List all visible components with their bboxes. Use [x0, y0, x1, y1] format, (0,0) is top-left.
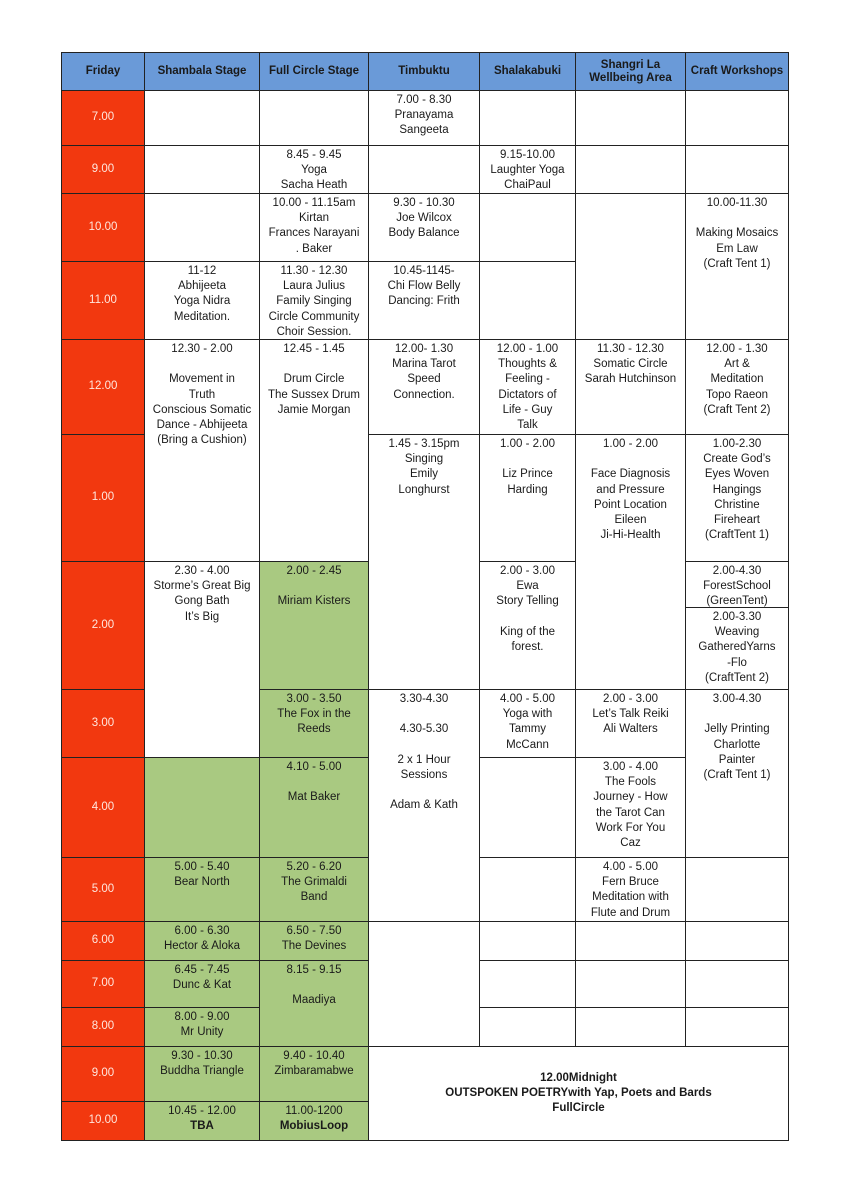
event-line: (CraftTent 1) — [705, 529, 769, 542]
event-line — [263, 978, 365, 993]
event-line: 3.00 - 4.00 — [603, 761, 658, 773]
event-line: Liz Prince — [502, 468, 553, 481]
header-day: Friday — [61, 52, 145, 91]
event-line: 1.00 - 2.00 — [603, 438, 658, 450]
event-line: Pranayama — [394, 109, 454, 122]
time-slot: 10.00 — [61, 193, 145, 262]
event-line — [263, 775, 365, 790]
event-cell — [685, 193, 789, 340]
empty-cell — [144, 145, 260, 194]
event-line: 12.00Midnight — [540, 1071, 617, 1084]
event-line: Reeds — [297, 723, 331, 736]
event-cell — [259, 145, 369, 194]
event-line: Storme’s Great Big — [153, 580, 251, 593]
event-line: Longhurst — [398, 483, 450, 496]
event-line: Hector & Aloka — [163, 940, 241, 953]
event-cell — [575, 857, 686, 922]
event-cell — [479, 339, 576, 435]
event-line: It’s Big — [184, 610, 220, 623]
event-line: 12.45 - 1.45 — [283, 343, 345, 355]
event-line: 11.30 - 12.30 — [597, 343, 664, 355]
event-line: Marina Tarot — [392, 358, 456, 371]
header-venue: Timbuktu — [368, 52, 480, 91]
event-line: FullCircle — [552, 1102, 605, 1115]
event-line: 8.15 - 9.15 — [286, 964, 342, 976]
event-cell — [144, 921, 260, 961]
event-cell — [368, 339, 480, 435]
empty-cell — [479, 857, 576, 922]
event-line: The Sussex Drum — [267, 388, 361, 401]
event-line: (Craft Tent 2) — [703, 403, 771, 416]
header-venue: Shambala Stage — [144, 52, 260, 91]
event-line: Eyes Woven — [704, 468, 770, 481]
event-cell — [479, 561, 576, 690]
event-line: TBA — [190, 1120, 214, 1133]
empty-cell — [685, 960, 789, 1008]
event-line: 3.00-4.30 — [712, 693, 762, 705]
empty-cell — [259, 90, 369, 146]
event-line: 10.00 - 11.15am — [272, 197, 356, 209]
event-line: 11.30 - 12.30 — [280, 265, 348, 277]
event-cell — [144, 339, 260, 562]
event-line: 5.00 - 5.40 — [174, 861, 230, 873]
event-line: Mat Baker — [287, 791, 341, 804]
event-line: Meditation — [710, 373, 764, 386]
event-line: Dancing: Frith — [388, 295, 460, 308]
event-line: Topo Raeon — [705, 388, 769, 401]
event-line: Joe Wilcox — [396, 212, 452, 225]
event-line: Abhijeeta — [178, 280, 226, 293]
event-line: 6.45 - 7.45 — [174, 964, 230, 976]
event-line: MobiusLoop — [279, 1120, 349, 1133]
empty-cell — [479, 921, 576, 961]
event-line: Painter — [718, 753, 756, 766]
header-venue: Shangri La Wellbeing Area — [575, 52, 686, 91]
empty-cell — [685, 1007, 789, 1047]
event-line: 2.00 - 3.00 — [603, 693, 658, 705]
event-line: Jelly Printing — [704, 723, 770, 736]
event-line: Yoga with — [502, 708, 553, 721]
event-line: 5.20 - 6.20 — [286, 861, 342, 873]
event-line: 10.00-11.30 — [706, 197, 768, 209]
event-line: ChaiPaul — [504, 179, 551, 192]
time-slot: 3.00 — [61, 689, 145, 758]
event-cell — [685, 434, 789, 562]
event-line: Journey - How — [593, 791, 668, 804]
event-line: Sessions — [400, 768, 448, 781]
empty-cell — [575, 90, 686, 146]
time-slot: 8.00 — [61, 1007, 145, 1047]
event-cell — [144, 1101, 260, 1141]
event-line: Dictators of — [498, 388, 557, 401]
empty-cell — [575, 1007, 686, 1047]
event-line: ForestSchool — [703, 580, 771, 593]
event-line: Harding — [507, 483, 548, 496]
event-line: Bear North — [174, 876, 230, 889]
event-line: Truth — [188, 388, 216, 401]
event-line: Frances Narayani — [268, 227, 360, 240]
event-cell — [259, 339, 369, 562]
empty-cell — [575, 193, 686, 340]
event-line — [689, 211, 785, 226]
event-cell — [259, 921, 369, 961]
event-line: Sangeeta — [399, 124, 449, 137]
event-line: Body Balance — [388, 227, 460, 240]
event-cell — [368, 193, 480, 262]
event-line: Art & — [724, 358, 750, 371]
event-line: Kirtan — [298, 212, 330, 225]
event-cell — [259, 1101, 369, 1141]
empty-cell — [479, 261, 576, 340]
event-line: Talk — [517, 419, 538, 432]
event-line: 1.45 - 3.15pm — [388, 438, 460, 450]
event-line: Laughter Yoga — [490, 164, 565, 177]
event-line: 4.10 - 5.00 — [286, 761, 342, 773]
event-cell — [259, 1046, 369, 1102]
time-slot: 10.00 — [61, 1101, 145, 1141]
empty-cell — [575, 960, 686, 1008]
empty-cell — [479, 90, 576, 146]
event-line: Face Diagnosis — [590, 468, 671, 481]
event-line: Movement in — [169, 373, 235, 386]
time-slot: 1.00 — [61, 434, 145, 562]
time-slot: 12.00 — [61, 339, 145, 435]
event-line: Point Location — [594, 498, 667, 511]
event-line — [263, 357, 365, 372]
header-venue: Shalakabuki — [479, 52, 576, 91]
event-cell — [144, 960, 260, 1008]
event-line: The Fools — [604, 776, 657, 789]
event-line: The Devines — [281, 940, 347, 953]
event-cell — [144, 1046, 260, 1102]
event-line: 1.00-2.30 — [712, 438, 762, 450]
event-cell — [575, 434, 686, 690]
time-slot: 7.00 — [61, 960, 145, 1008]
event-line: Yoga — [301, 164, 327, 177]
event-line — [579, 452, 682, 467]
event-cell — [368, 1046, 789, 1141]
event-line: 2.00 - 3.00 — [500, 565, 555, 577]
event-line: 11-12 — [187, 265, 217, 277]
event-line: Ali Walters — [603, 723, 658, 736]
event-line: 12.30 - 2.00 — [171, 343, 233, 355]
event-line: McCann — [506, 738, 549, 751]
event-line: Em Law — [716, 242, 758, 255]
event-line: The Fox in the — [277, 708, 351, 721]
event-line: 8.45 - 9.45 — [286, 149, 342, 161]
empty-cell — [144, 193, 260, 262]
event-line: Family Singing — [276, 295, 352, 308]
event-line: Story Telling — [496, 595, 559, 608]
event-line: OUTSPOKEN POETRYwith Yap, Poets and Bards — [445, 1086, 712, 1099]
event-line: Work For You — [595, 821, 666, 834]
empty-cell — [575, 145, 686, 194]
event-cell — [259, 561, 369, 690]
event-cell — [685, 607, 789, 690]
event-line: Conscious Somatic — [152, 403, 252, 416]
event-cell — [259, 689, 369, 758]
event-cell — [144, 1007, 260, 1047]
event-line: Let’s Talk Reiki — [592, 708, 669, 721]
event-line: 2 x 1 Hour — [397, 753, 451, 766]
event-line: (Bring a Cushion) — [157, 434, 247, 447]
event-line: Somatic Circle — [593, 358, 668, 371]
event-line: Sarah Hutchinson — [584, 373, 677, 386]
empty-cell — [685, 921, 789, 961]
event-line: Meditation with — [592, 891, 669, 904]
empty-cell — [685, 90, 789, 146]
event-line: 10.45-1145- — [393, 265, 455, 277]
event-line: Buddha Triangle — [160, 1065, 244, 1078]
event-cell — [685, 339, 789, 435]
event-line: Sacha Heath — [280, 179, 348, 192]
event-line: Chi Flow Belly — [387, 280, 461, 293]
event-cell — [144, 261, 260, 340]
event-cell — [259, 193, 369, 262]
event-line: Meditation. — [173, 310, 231, 323]
event-line — [372, 783, 476, 798]
event-line: Yoga Nidra — [173, 295, 231, 308]
event-line: Singing — [404, 453, 444, 466]
event-line: -Flo — [727, 656, 747, 669]
empty-cell — [479, 757, 576, 858]
empty-cell — [368, 921, 480, 1047]
event-cell — [144, 561, 260, 758]
event-line: Weaving — [714, 626, 760, 639]
header-venue: Craft Workshops — [685, 52, 789, 91]
empty-cell — [479, 1007, 576, 1047]
event-line: 1.00 - 2.00 — [500, 438, 555, 450]
empty-cell — [144, 757, 260, 858]
event-cell — [685, 561, 789, 608]
event-line: 9.30 - 10.30 — [393, 197, 455, 209]
event-line: 9.30 - 10.30 — [171, 1050, 233, 1062]
time-slot: 5.00 — [61, 857, 145, 922]
event-line: . Baker — [295, 242, 333, 255]
event-line: 3.00 - 3.50 — [286, 693, 342, 705]
event-cell — [575, 757, 686, 858]
event-line: 11.00-1200 — [285, 1105, 343, 1117]
event-line: Choir Session. — [276, 325, 352, 338]
event-line — [148, 357, 256, 372]
event-line: 7.00 - 8.30 — [396, 94, 452, 106]
event-cell — [479, 434, 576, 562]
event-line: Maadiya — [292, 994, 336, 1007]
event-cell — [259, 960, 369, 1047]
event-line — [483, 452, 572, 467]
event-line — [372, 707, 476, 722]
event-cell — [575, 339, 686, 435]
event-line: 3.30-4.30 — [399, 693, 449, 705]
event-line: Miriam Kisters — [277, 595, 351, 608]
event-line: Dance - Abhijeeta — [156, 419, 248, 431]
event-line: Charlotte — [713, 738, 761, 751]
event-line — [483, 610, 572, 625]
event-line: Speed — [407, 373, 441, 386]
event-line: 2.00-3.30 — [712, 611, 762, 623]
event-line: Drum Circle — [283, 373, 345, 386]
event-line — [263, 579, 365, 594]
empty-cell — [479, 960, 576, 1008]
event-line: (Craft Tent 1) — [703, 769, 771, 781]
event-line: Making Mosaics — [695, 227, 779, 240]
empty-cell — [685, 145, 789, 194]
event-line: Jamie Morgan — [277, 403, 351, 416]
event-line: Tammy — [508, 723, 547, 736]
event-line: Laura Julius — [282, 280, 345, 293]
event-line: Christine — [714, 498, 760, 511]
event-line: King of the — [500, 625, 555, 638]
time-slot: 9.00 — [61, 145, 145, 194]
time-slot: 2.00 — [61, 561, 145, 690]
event-cell — [368, 261, 480, 340]
event-line: Adam & Kath — [390, 799, 458, 812]
event-line: 6.00 - 6.30 — [174, 925, 230, 937]
time-slot: 4.00 — [61, 757, 145, 858]
event-line: 9.40 - 10.40 — [283, 1050, 345, 1062]
event-line: 4.00 - 5.00 — [500, 693, 555, 705]
event-line: Eileen — [614, 514, 647, 526]
event-line: (Craft Tent 1) — [703, 257, 771, 270]
event-line: 2.30 - 4.00 — [174, 565, 230, 577]
event-cell — [368, 90, 480, 146]
event-cell — [368, 434, 480, 690]
time-slot: 9.00 — [61, 1046, 145, 1102]
event-line: 12.00 - 1.30 — [706, 343, 768, 355]
empty-cell — [368, 145, 480, 194]
event-line: 8.00 - 9.00 — [174, 1011, 230, 1023]
empty-cell — [479, 193, 576, 262]
event-line: Life - Guy — [502, 403, 553, 416]
header-venue: Full Circle Stage — [259, 52, 369, 91]
event-line: Hangings — [712, 483, 762, 496]
event-line: (GreenTent) — [706, 595, 768, 608]
event-cell — [144, 857, 260, 922]
empty-cell — [144, 90, 260, 146]
event-line — [689, 707, 785, 722]
empty-cell — [685, 857, 789, 922]
event-line: The Grimaldi — [281, 876, 347, 889]
event-line: (CraftTent 2) — [705, 671, 769, 684]
event-line: Mr Unity — [180, 1026, 224, 1039]
time-slot: 11.00 — [61, 261, 145, 340]
event-line: Fireheart — [713, 514, 761, 527]
event-line: 12.00- 1.30 — [394, 343, 454, 355]
schedule-table — [61, 52, 788, 1140]
event-line: 2.00-4.30 — [712, 565, 762, 577]
event-line: Caz — [620, 837, 641, 850]
event-line: Create God’s — [703, 453, 771, 466]
event-cell — [259, 261, 369, 340]
time-slot: 7.00 — [61, 90, 145, 146]
event-line: 10.45 - 12.00 — [168, 1105, 236, 1117]
event-line: Feeling - — [505, 373, 550, 386]
event-line: Circle Community — [268, 310, 360, 323]
event-cell — [575, 689, 686, 758]
time-slot: 6.00 — [61, 921, 145, 961]
event-cell — [479, 145, 576, 194]
event-cell — [479, 689, 576, 758]
event-line: Connection. — [393, 388, 455, 401]
event-line: forest. — [511, 641, 544, 653]
event-line: 4.00 - 5.00 — [603, 861, 658, 873]
event-cell — [685, 689, 789, 858]
event-line: Zimbaramabwe — [274, 1065, 354, 1078]
event-line — [372, 738, 476, 753]
event-line: Ewa — [516, 580, 539, 593]
event-line: Band — [300, 891, 328, 904]
event-cell — [259, 757, 369, 858]
event-line: Flute and Drum — [590, 906, 671, 919]
empty-cell — [575, 921, 686, 961]
event-line: Ji-Hi-Health — [600, 529, 661, 542]
event-line: 12.00 - 1.00 — [496, 343, 559, 355]
event-cell — [368, 689, 480, 922]
event-line: and Pressure — [596, 483, 665, 496]
event-line: GatheredYarns — [698, 641, 776, 654]
event-cell — [259, 857, 369, 922]
event-line: 6.50 - 7.50 — [286, 925, 342, 937]
event-line: Thoughts & — [498, 358, 557, 371]
event-line: Emily — [409, 468, 439, 481]
event-line: 9.15-10.00 — [500, 149, 555, 161]
event-line: 4.30-5.30 — [399, 723, 449, 736]
event-line: Fern Bruce — [602, 876, 659, 889]
event-line: the Tarot Can — [596, 806, 665, 819]
event-line: Dunc & Kat — [172, 979, 232, 992]
event-line: Gong Bath — [174, 595, 230, 608]
event-line: 2.00 - 2.45 — [286, 565, 342, 577]
